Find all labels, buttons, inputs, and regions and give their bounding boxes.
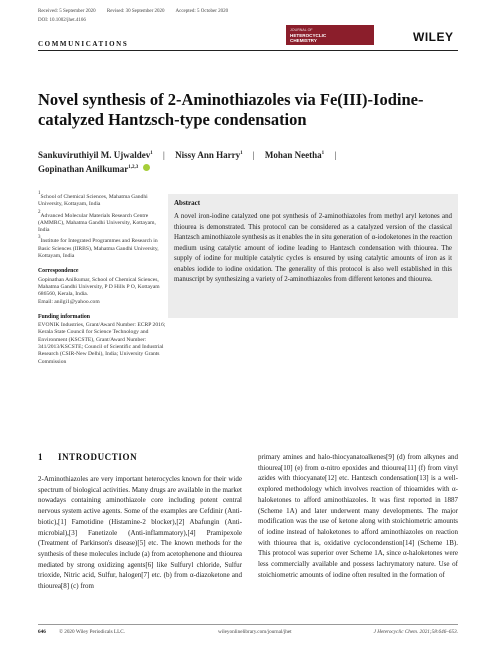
correspondence-text: Gopinathan Anilkumar, School of Chemical Sciences, Mahatma Gandhi University, P D Hills P O, Kottayam 686560, Kerala, India. <box>38 276 160 298</box>
abstract-box <box>168 194 458 318</box>
body-text-column-1: 2-Aminothiazoles are very important heterocycles known for their wide spectrum of biological activities. Many drugs are available in the market nowadays containing aminothiazole core including potent central nervous system active agents. Some of the examples are Cefdinir (Anti-biotic),[1] Famotidine (Histamine-2 blocker),[2] Abafungin (Anti-microbial),[3] Fanetizole (Anti-inflammatory),[4] Pramipexole (Treatment of Parkinson's disease)[5] etc. The known methods for the synthesis of these molecules include (a) from acetophenone and thiourea mediated by strong oxidizing agents[6] like Sulfuryl chloride, Sulfur trioxide, Nitric acid, Sulfur, halogen[7] etc. (b) from α-diazoketone and thiourea[8] (c) from <box>38 475 242 591</box>
article-info-column <box>38 191 166 370</box>
abstract-heading: Abstract <box>174 199 201 207</box>
author-name[interactable]: Gopinathan Anilkumar <box>38 164 129 174</box>
copyright: © 2020 Wiley Periodicals LLC. <box>59 629 126 635</box>
author-list <box>38 148 458 176</box>
page-footer <box>38 629 458 635</box>
article-title: Novel synthesis of 2-Aminothiazoles via Fe(III)-Iodine-catalyzed Hantzsch-type condensation <box>38 90 424 129</box>
header-rule <box>38 50 458 51</box>
author-name[interactable]: Mohan Neetha <box>264 150 322 160</box>
funding-heading: Funding information <box>38 313 91 320</box>
journal-logo <box>286 25 374 45</box>
funding-text: EVONIK Industries, Grant/Award Number: ECRP 2016; Kerala State Council for Science Technology and Environment (KSCSTE), Grant/Award Number: 341/2013/KSCSTE; Council of Scientific and Industrial Research (CSIR-New Delhi), India; University Grants Commission <box>38 322 166 365</box>
abstract-text: A novel iron-iodine catalyzed one pot synthesis of 2-aminothiazoles from methyl aryl ketones and thiourea is demonstrated. This protocol can be considered as a catalyzed version of the classical Hantzsch aminothiazole synthesis as it enables the in situ generation of α-iodoketones in the reaction medium using catalytic amount of iodine leading to Hantzsch condensation with thiourea. The supply of iodine for multiple catalytic cycles is ensured by using catalytic amounts of iron as it enables iodide to iodine oxidation. The generality of this protocol is also well established in this manuscript by synthesizing a variety of 2-aminothiazoles from different ketones and thiourea. <box>174 213 453 283</box>
received-date: Received: 5 September 2020 <box>38 9 96 14</box>
author-separator: | <box>252 150 255 160</box>
affiliation-item: $^2$Advanced Molecular Materials Research Centre (AMMRC), Mahatma Gandhi University, Kottayam, India <box>38 209 156 234</box>
section-heading <box>38 452 137 462</box>
body-text-column-2: primary amines and halo-thiocyanatoalkenes[9] (d) from alkynes and thiourea[10] (e) from α-nitro epoxides and thiourea[11] (f) from vinyl azides with thiocyanate[12] etc. Hantzsch condensation[13] is a well-explored methodology which involves reaction of thioamides with α-haloketones to afford aminothiazoles. It was first reported in 1887 (Scheme 1A) and later underwent many developments. The major modification was the use of ketone along with stoichiometric amounts of iodine instead of haloketones to afford aminothiazoles on reaction with thiourea that is, oxidative cyclocondenstion[14] (Scheme 1B). This protocol was superior over Scheme 1A, since α-haloketones were less commercially available and possess lachrymatory nature. Use of stoichiometric amounts of iodine often resulted in the formation of <box>258 453 458 579</box>
affiliation-item: $^3$Institute for Integrated Programmes and Research in Basic Sciences (IIRBS), Mahatma Gandhi University, Kottayam, India <box>38 235 159 260</box>
author-affiliation: 1 <box>240 151 243 156</box>
author-affiliation: 1 <box>321 151 325 156</box>
section-label: COMMUNICATIONS <box>38 40 129 48</box>
received-dates <box>38 9 238 14</box>
author-separator: | <box>163 150 165 160</box>
journal-logo-line1: JOURNAL OF <box>290 28 313 32</box>
affiliation-item: $^1$School of Chemical Sciences, Mahatma Gandhi University, Kottayam, India <box>38 191 148 208</box>
revised-date: Revised: 30 September 2020 <box>106 9 165 14</box>
section-title: INTRODUCTION <box>57 452 138 462</box>
correspondence-email[interactable]: Email: anilgi1@yahoo.com <box>38 298 100 305</box>
author-affiliation: 1 <box>150 151 153 156</box>
footer-rule <box>38 624 458 625</box>
citation: J Heterocyclic Chem. 2021;58:646–653. <box>373 629 458 635</box>
doi-link[interactable]: DOI: 10.1002/jhet.4166 <box>38 18 86 23</box>
author-affiliation: 1,2,3 <box>128 165 139 170</box>
page-number: 646 <box>38 629 46 635</box>
accepted-date: Accepted: 5 October 2020 <box>175 9 229 14</box>
author-separator: | <box>334 150 337 160</box>
journal-logo-line2: HETEROCYCLIC <box>290 33 327 38</box>
author-name[interactable]: Sankuviruthiyil M. Ujwaldev <box>38 150 151 160</box>
section-number: 1 <box>38 452 44 462</box>
journal-url[interactable]: wileyonlinelibrary.com/journal/jhet <box>218 629 292 635</box>
orcid-icon[interactable] <box>143 164 150 171</box>
correspondence-heading: Correspondence <box>38 268 79 275</box>
publisher-logo: WILEY <box>413 30 454 44</box>
author-name[interactable]: Nissy Ann Harry <box>175 150 241 160</box>
journal-logo-line3: CHEMISTRY <box>290 38 317 43</box>
